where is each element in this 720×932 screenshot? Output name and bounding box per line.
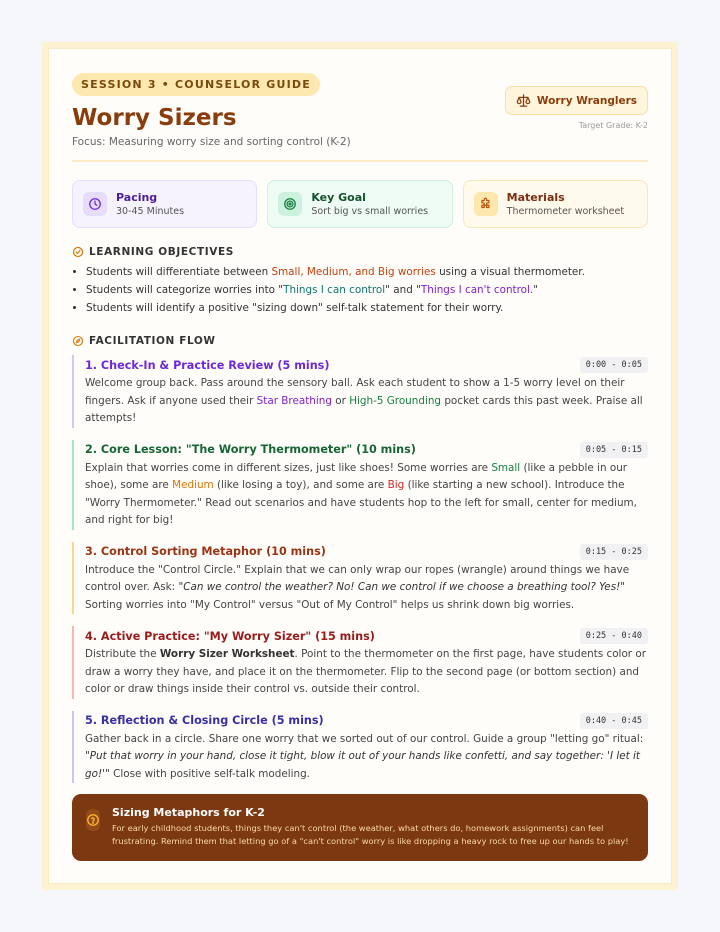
brand-badge: [505, 86, 648, 115]
callout-title: Sizing Metaphors for K-2: [112, 806, 265, 819]
step-title: 5. Reflection & Closing Circle (5 mins): [85, 714, 324, 727]
time-badge: 0:05 - 0:15: [580, 442, 648, 458]
brand-name: Worry Wranglers: [536, 94, 637, 107]
step-body: Gather back in a circle. Share one worry that we sorted out of our control. Guide a group "letting go" ritual: "Put that worry in your hand, close it tight, blow it out of your hands like confetti, and say together: 'I let it go!'" Close with positive self-talk modeling.: [85, 732, 644, 780]
step-body: Welcome group back. Pass around the sensory ball. Ask each student to show a 1-5 worry level on their fingers. Ask if anyone used their Star Breathing or High-5 Grounding pocket cards this past week. Praise all attempts!: [85, 377, 643, 424]
step-title: 4. Active Practice: "My Worry Sizer" (15 mins): [85, 629, 375, 643]
flow-step-3: [72, 542, 648, 615]
pacing-value: 30-45 Minutes: [116, 206, 185, 217]
flow-step-5: [72, 711, 648, 784]
time-badge: 0:15 - 0:25: [580, 544, 648, 560]
flow-step-4: [72, 626, 648, 699]
session-badge: SESSION 3 • COUNSELOR GUIDE: [72, 73, 320, 96]
highlight-sizes: Small, Medium, and Big worries: [271, 266, 436, 278]
callout-body: For early childhood students, things they can't control (the weather, what others do, homework assignments) can feel frustrating. Remind them that letting go of a "can't control" worry is like dropping a heavy rock to free up our hands to play!: [112, 823, 629, 846]
objective-item: • Students will differentiate between Small, Medium, and Big worries using a visual thermometer.: [86, 263, 648, 281]
tip-callout: [72, 794, 648, 861]
goal-label: Key Goal: [311, 191, 366, 204]
step-title: 1. Check-In & Practice Review (5 mins): [85, 358, 330, 372]
objectives-heading: [72, 246, 648, 258]
focus-line: Focus: Measuring worry size and sorting control (K-2): [72, 136, 351, 148]
scale-icon: [516, 93, 531, 108]
info-cards: [72, 180, 648, 228]
time-badge: 0:25 - 0:40: [580, 628, 648, 644]
materials-card: [463, 180, 648, 228]
clock-icon: [83, 192, 107, 216]
goal-card: [267, 180, 452, 228]
flow-heading: [72, 335, 648, 347]
target-icon: [278, 192, 302, 216]
objective-item: • Students will categorize worries into "Things I can control" and "Things I can't control.": [86, 281, 648, 299]
check-circle-icon: [72, 246, 84, 258]
page-title: Worry Sizers: [72, 105, 237, 131]
step-body: Explain that worries come in different sizes, just like shoes! Some worries are Small (like a pebble in our shoe), some are Medium (like losing a toy), and some are Big (like starting a new school). Introduce the "Worry Thermometer." Read out scenarios and have students hop to the left for small, center for medium, and right for big!: [85, 461, 637, 526]
time-badge: 0:00 - 0:05: [580, 357, 648, 373]
materials-value: Thermometer worksheet: [506, 206, 625, 217]
target-grade: Target Grade: K-2: [578, 121, 648, 130]
guide-card: [48, 48, 672, 884]
puzzle-icon: [474, 192, 498, 216]
flow-step-1: [72, 355, 648, 428]
step-title: 2. Core Lesson: "The Worry Thermometer" (10 mins): [85, 443, 416, 456]
step-title: 3. Control Sorting Metaphor (10 mins): [85, 545, 326, 558]
flow-step-2: [72, 440, 648, 530]
time-badge: 0:40 - 0:45: [580, 713, 648, 729]
compass-icon: [72, 335, 84, 347]
objectives-heading-text: LEARNING OBJECTIVES: [89, 246, 234, 258]
header-divider: [72, 160, 648, 162]
materials-label: Materials: [506, 191, 565, 204]
flow-steps: [72, 355, 648, 783]
step-body: Introduce the "Control Circle." Explain that we can only wrap our ropes (wrangle) around things we have control over. Ask: "Can we control the weather? No! Can we control if we choose a breathing tool? Yes!" Sorting worries into "My Control" versus "Out of My Control" helps us shrink down big worries.: [85, 563, 630, 611]
goal-value: Sort big vs small worries: [311, 206, 429, 217]
step-body: Distribute the Worry Sizer Worksheet. Point to the thermometer on the first page, have students color or draw a worry they have, and place it on the thermometer. Flip to the second page (or bottom section) and color or draw things inside their control vs. outside their control.: [85, 648, 647, 695]
highlight-can-control: Things I can control: [283, 284, 386, 296]
flow-heading-text: FACILITATION FLOW: [89, 335, 216, 347]
page-frame: [42, 42, 678, 890]
help-icon: [86, 809, 100, 831]
objectives-list: [72, 263, 648, 317]
objective-item: • Students will identify a positive "sizing down" self-talk statement for their worry.: [86, 299, 648, 317]
pacing-label: Pacing: [116, 191, 158, 204]
highlight-cant-control: Things I can't control.: [420, 284, 534, 296]
pacing-card: [72, 180, 257, 228]
